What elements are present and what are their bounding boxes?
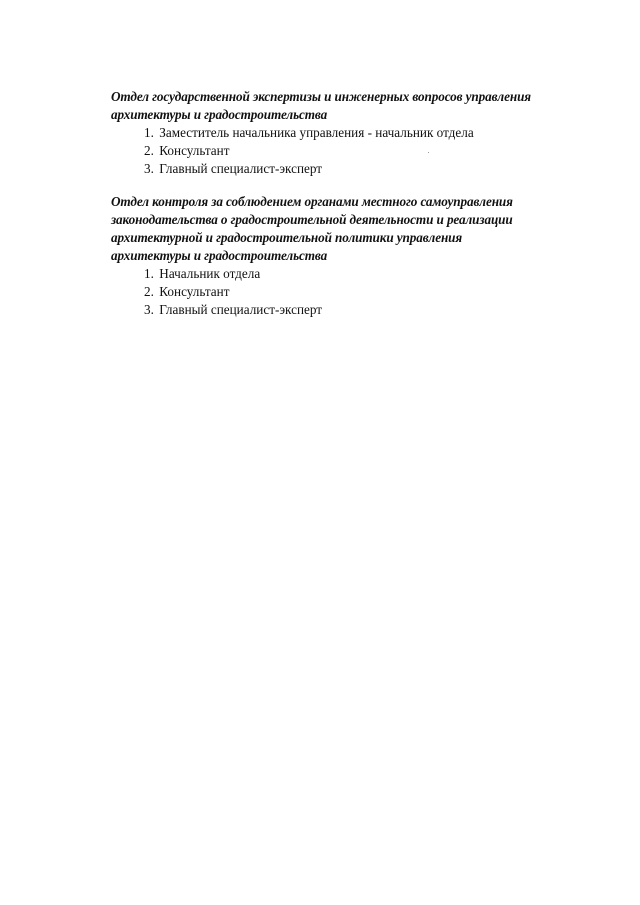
item-number: 1. — [144, 266, 154, 281]
heading-line: архитектуры и градостроительства — [111, 107, 328, 122]
item-number: 3. — [144, 302, 154, 317]
list-item — [144, 142, 581, 160]
department-section-expertise — [111, 88, 581, 178]
list-item — [144, 301, 581, 319]
heading-line: Отдел контроля за соблюдением органами местного самоуправления — [111, 194, 513, 209]
item-number: 2. — [144, 143, 154, 158]
item-text: Заместитель начальника управления - начальник отдела — [159, 125, 474, 140]
heading-line: архитектуры и градостроительства — [111, 248, 328, 263]
item-number: 1. — [144, 125, 154, 140]
item-number: 3. — [144, 161, 154, 176]
scan-speck — [428, 152, 429, 153]
list-item — [144, 265, 581, 283]
heading-line: архитектурной и градостроительной политики управления — [111, 230, 463, 245]
position-list — [111, 124, 581, 178]
item-text: Главный специалист-эксперт — [159, 302, 323, 317]
department-heading — [111, 193, 581, 265]
position-list — [111, 265, 581, 319]
list-item — [144, 283, 581, 301]
list-item — [144, 160, 581, 178]
department-section-control — [111, 193, 581, 319]
list-item — [144, 124, 581, 142]
heading-line: Отдел государственной экспертизы и инженерных вопросов управления — [111, 89, 531, 104]
item-text: Консультант — [159, 284, 230, 299]
item-text: Главный специалист-эксперт — [159, 161, 323, 176]
item-text: Консультант — [159, 143, 230, 158]
heading-line: законодательства о градостроительной деятельности и реализации — [111, 212, 513, 227]
department-heading — [111, 88, 581, 124]
item-text: Начальник отдела — [159, 266, 261, 281]
item-number: 2. — [144, 284, 154, 299]
